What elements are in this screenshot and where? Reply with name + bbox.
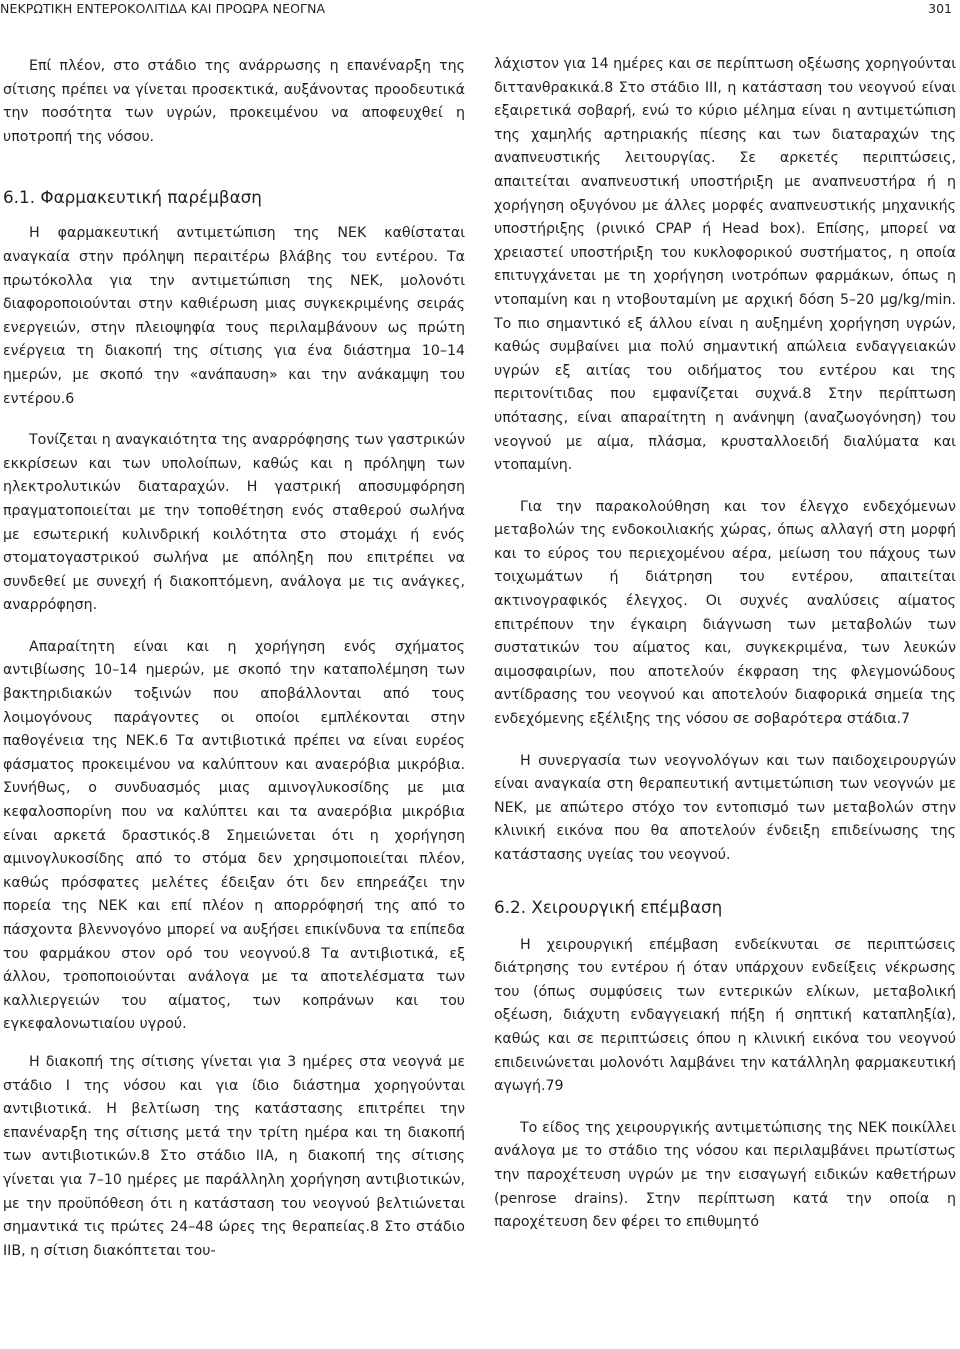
body-paragraph: Για την παρακολούθηση και τον έλεγχο ενδεχόμενων μεταβολών της ενδοκοιλιακής χώρας, όπως αλλαγή στη μορφή και το εύρος του περιεχομένου αέρα, μείωση του πάχους των τοιχωμάτων ή διάτρηση του εντέρου, απαιτείται ακτινογραφικός έλεγχος. Οι συχνές αναλύσεις αίματος επιτρέπουν την έγκαιρη διάγνωση των μεταβολών των συστατικών του αίματος και, συγκεκριμένα, των λευκών αιμοσφαιρίων, που αποτελούν έκφραση της φλεγμονώδους αντίδρασης του νεογνού και αποτελούν διαφορικά σημεία της ενδεχόμενης εξέλιξης της νόσου σε σοβαρότερα στάδια.7 [494,498,956,728]
body-paragraph: Η φαρμακευτική αντιμετώπιση της ΝΕΚ καθίσταται αναγκαία στην πρόληψη περαιτέρω βλάβης του εντέρου. Τα πρωτόκολλα για την αντιμετώπιση της ΝΕΚ, μολονότι διαφοροποιούνται στην καθιέρωση μιας συγκεκριμένης σειράς ενεργειών, στην πλειοψηφία τους περιλαμβάνουν ως πρώτη ενέργεια τη διακοπή της σίτισης για ένα διάστημα 10–14 ημερών, με σκοπό την «ανάπαυση» και την ανάκαμψη του εντέρου.6 [3,225,465,407]
right-column [494,53,956,1235]
intro-paragraph: Επί πλέον, στο στάδιο της ανάρρωσης η επανέναρξη της σίτισης πρέπει να γίνεται προσεκτικά, αυξάνοντας προοδευτικά την ποσότητα των υγρών, προκειμένου να αποφευχθεί η υποτροπή της νόσου. [3,58,465,145]
body-paragraph: Το είδος της χειρουργικής αντιμετώπισης της ΝΕΚ ποικίλλει ανάλογα με το στάδιο της νόσου και περιλαμβάνει πρωτίστως την παροχέτευση υγρών με την εισαγωγή ειδικών καθετήρων (penrose drains). Στην περίπτωση κατά την οποία η παροχέτευση δεν φέρει το επιθυμητό [494,1119,956,1231]
section-heading-6-1: 6.1. Φαρμακευτική παρέμβαση [3,187,262,208]
body-paragraph: Η διακοπή της σίτισης γίνεται για 3 ημέρες στα νεογνά με στάδιο I της νόσου και για ίδιο διάστημα χορηγούνται αντιβιοτικά. Η βελτίωση της κατάστασης επιτρέπει την επανέναρξη της σίτισης μετά την τρίτη ημέρα και τη διακοπή των αντιβιοτικών.8 Στο στάδιο IIA, η διακοπή της σίτισης γίνεται για 7–10 ημέρες με παράλληλη χορήγηση αντιβιοτικών, με την προϋπόθεση ότι η κατάσταση του νεογνού βελτιώνεται σημαντικά τις πρώτες 24–48 ώρες της θεραπείας.8 Στο στάδιο IIB, η σίτιση διακόπτεται του- [3,1053,465,1259]
running-title: ΝΕΚΡΩΤΙΚΗ ΕΝΤΕΡΟΚΟΛΙΤΙΔΑ ΚΑΙ ΠΡΟΩΡΑ ΝΕΟΓΝΑ [0,1,326,16]
page-number: 301 [928,1,952,16]
body-paragraph: Η χειρουργική επέμβαση ενδείκνυται σε περιπτώσεις διάτρησης του εντέρου ή όταν υπάρχουν ενδείξεις νέκρωσης του (όπως συμφύσεις των εντερικών ελίκων, μεταβολική οξέωση, διάχυτη ενδαγγειακή πήξη ή σηπτική καταπληξία), καθώς και σε περιπτώσεις όπου η κλινική εικόνα του νεογνού επιδεινώνεται μολονότι λαμβάνει την κατάλληλη φαρμακευτική αγωγή.79 [494,936,956,1095]
body-paragraph: Απαραίτητη είναι και η χορήγηση ενός σχήματος αντιβίωσης 10–14 ημερών, με σκοπό την καταπολέμηση των βακτηριδιακών τοξινών που αποβάλλονται από τους λοιμογόνους παράγοντες οι οποίοι εμπλέκονται στην παθογένεια της ΝΕΚ.6 Τα αντιβιοτικά πρέπει να είναι ευρέος φάσματος προκειμένου να καλύπτουν και αναερόβια μικρόβια. Συνήθως, ο συνδυασμός μιας αμινογλυκοσίδης με μια κεφαλοσπορίνη που να καλύπτει και τα αναερόβια μικρόβια είναι αρκετά δραστικός.8 Σημειώνεται ότι η χορήγηση αμινογλυκοσίδης από το στόμα δεν χρησιμοποιείται πλέον, καθώς πρόσφατες μελέτες έδειξαν ότι δεν επηρεάζει την πορεία της ΝΕΚ και επί πλέον η απορρόφησή της από το πάσχοντα βλεννογόνο μπορεί να αυξήσει επικίνδυνα τα επίπεδα του φαρμάκου στον ορό του νεογνού.8 Τα αντιβιοτικά, εξ άλλου, τροποποιούνται ανάλογα με τα αποτελέσματα των καλλιεργειών του αίματος, των κοπράνων και του εγκεφαλονωτιαίου υγρού. [3,638,465,1033]
body-paragraph: λάχιστον για 14 ημέρες και σε περίπτωση οξέωσης χορηγούνται διττανθρακικά.8 Στο στάδιο III, η κατάσταση του νεογνού είναι εξαιρετικά σοβαρή, ενώ το κύριο μέλημα είναι η αντιμετώπιση της χαμηλής αρτηριακής πίεσης και των διαταραχών της αναπνευστικής λειτουργίας. Σε αρκετές περιπτώσεις, απαιτείται αναπνευστική υποστήριξη με αναπνευστήρα ή η χορήγηση οξυγόνου με άλλες μορφές αναπνευστικής μηχανικής υποστήριξης (ρινικό CPAP ή Head box). Επίσης, μπορεί να χρειαστεί υποστήριξη του κυκλοφορικού συστήματος, η οποία επιτυγχάνεται με τη χορήγηση ινοτρόπων φαρμάκων, όπως η ντοπαμίνη και η ντοβουταμίνη με αρχική δόση 5–20 μg/kg/min. Το πιο σημαντικό εξ άλλου είναι η αυξημένη χορήγηση υγρών, καθώς συμβαίνει μια πολύ σημαντική απώλεια ενδαγγειακών υγρών εξ αιτίας του οιδήματος του εντέρου και της περιτονίτιδας που εμφανίζεται συχνά.8 Στην περίπτωση υπότασης, είναι απαραίτητη η ανάνηψη (αναζωογόνηση) του νεογνού με αίμα, πλάσμα, κρυσταλλοειδή διαλύματα και ντοπαμίνη. [494,56,956,474]
body-paragraph: Τονίζεται η αναγκαιότητα της αναρρόφησης των γαστρικών εκκρίσεων και των υπολοίπων, καθώς και η πρόληψη των ηλεκτρολυτικών διαταραχών. Η γαστρική αποσυμφόρηση πραγματοποιείται με την τοποθέτηση ενός σταθερού σωλήνα με εσωτερική κυλινδρική κοιλότητα στο στομάχι ή ενός στοματογαστρικού σωλήνα με απόληξη που επιτρέπει να συνδεθεί με συνεχή ή διακοπτόμενη, ανάλογα με τις ανάγκες, αναρρόφηση. [3,432,465,614]
body-paragraph: Η συνεργασία των νεογνολόγων και των παιδοχειρουργών είναι αναγκαία στη θεραπευτική αντιμετώπιση των νεογνών με ΝΕΚ, με απώτερο στόχο τον εντοπισμό των μεταβολών στην κλινική εικόνα που θα αποτελούν ένδειξη επιδείνωσης της κατάστασης υγείας του νεογνού. [494,752,956,863]
section-heading-6-2: 6.2. Χειρουργική επέμβαση [494,896,723,917]
left-column [3,55,465,1263]
running-header [0,0,960,18]
